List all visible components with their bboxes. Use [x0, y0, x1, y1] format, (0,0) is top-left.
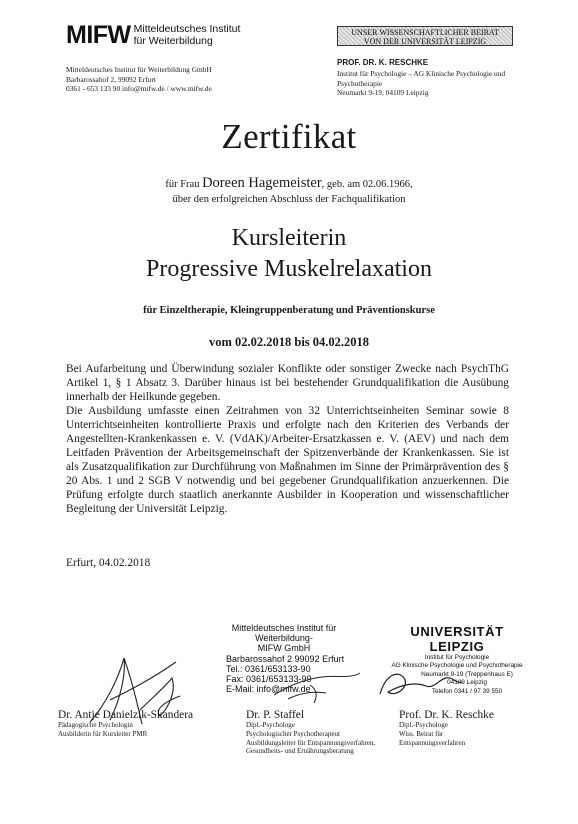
qualification-scope: für Einzeltherapie, Kleingruppenberatung und Präventionskurse [143, 305, 435, 316]
stamp-phone-line: Tel.: 0361/653133-90 [226, 663, 311, 674]
university-stamp-line: Neumarkt 9-19 (Treppenhaus E) [421, 670, 513, 678]
advisory-board-stamp [337, 26, 513, 46]
place-and-date: Erfurt, 04.02.2018 [66, 557, 151, 569]
advisor-name-header: PROF. DR. K. RESCHKE [337, 58, 429, 67]
advisor-address-line: Psychotherapie [337, 78, 383, 88]
signatory-title: Entspannungsverfahren [399, 738, 466, 747]
qualification-title: Kursleiterin [231, 225, 347, 251]
signatory-name: Dr. Antje Danielzik-Skandera [58, 709, 194, 721]
signature-block-staffel [246, 709, 396, 756]
signatory-title: Dipl.-Psychologe [399, 721, 448, 729]
stamp-line-2: VON DER UNIVERSITÄT LEIPZIG [363, 37, 487, 46]
completion-line: über den erfolgreichen Abschluss der Fachqualifikation [172, 194, 406, 205]
recipient-birthdate: , geb. am 02.06.1966, [321, 179, 413, 190]
advisor-address [337, 69, 527, 98]
signature-staffel [270, 655, 365, 710]
signatory-title: Gesundheits- und Ernährungsberatung [246, 747, 354, 756]
signatory-title: Pädagogische Psychologin [58, 721, 133, 729]
university-stamp-line: Telefon 0341 / 97 39 550 [431, 687, 503, 695]
body-paragraph-1: Bei Aufarbeitung und Überwindung sozialer Konflikte oder sonstiger Zwecke nach PsychThG Artikel 1, § 1 Absatz 3. Darüber hinaus ist bei bestehender Grundqualifikation die Ausübung innerhalb der Heilkunde gegeben. [66, 363, 509, 403]
university-stamp-line: AG Klinische Psychologie und Psychotherapie [391, 662, 523, 670]
university-stamp-line: 04109 Leipzig [447, 679, 487, 687]
logo-mark: MIFW [66, 21, 131, 49]
course-period: vom 02.02.2018 bis 04.02.2018 [208, 335, 370, 349]
recipient-line [0, 175, 578, 192]
signatory-title: Ausbildungsleiter für Entspannungsverfahren, [246, 738, 376, 747]
recipient-name: Doreen Hagemeister [202, 175, 322, 191]
recipient-prefix: für Frau [165, 179, 203, 190]
address-line: Barbarossahof 2, 99092 Erfurt [66, 74, 156, 84]
institute-address [66, 65, 212, 94]
stamp-email-line: E-Mail: info@mifw.de [226, 684, 311, 695]
signatory-name: Dr. P. Staffel [246, 709, 305, 721]
certificate-body [66, 362, 509, 516]
address-line: Mitteldeutsches Institut für Weiterbildung GmbH [66, 65, 212, 74]
signatory-title: Psychologischer Psychotherapeut [246, 729, 340, 738]
signature-block-reschke [399, 709, 539, 747]
mifw-logo [66, 22, 240, 48]
signatory-title: Ausbilderin für Kursleiter PMR [58, 729, 148, 738]
stamp-company-line: Mitteldeutsches Institut für Weiterbildung- [231, 623, 337, 644]
signatory-name: Prof. Dr. K. Reschke [399, 709, 494, 721]
stamp-address-line: Barbarossahof 2 99092 Erfurt [226, 653, 345, 664]
logo-line-2: für Weiterbildung [133, 35, 213, 47]
advisor-address-line: Institut für Psychologie – AG Klinische Psychologie und [337, 69, 506, 78]
logo-text [134, 23, 241, 47]
signatory-title: Wiss. Beirat für [399, 729, 444, 738]
university-name: UNIVERSITÄT LEIPZIG [410, 624, 504, 654]
advisor-address-line: Neumarkt 9-19, 04109 Leipzig [337, 88, 429, 98]
address-line: 0361 - 653 133 90 info@mifw.de / www.mifw.de [66, 84, 212, 94]
signatory-title: Dipl.-Psychologe [246, 721, 295, 729]
signature-reschke [376, 664, 466, 704]
logo-line-1: Mitteldeutsches Institut [133, 23, 241, 35]
body-paragraph-2: Die Ausbildung umfasste einen Zeitrahmen von 32 Unterrichtseinheiten Seminar sowie 8 Unterrichtseinheiten kontrollierte Praxis und erfolgte nach den Kriterien des Verbands der Angestellten-Krankenkassen e. V. (VdAK)/Arbeiter-Ersatzkassen e. V. (AEV) und nach dem Leitfaden Prävention der Arbeitsgemeinschaft der Spitzenverbände der Krankenkassen. Sie ist als Zusatzqualifikation zur Durchführung von Maßnahmen im Sinne der Primärprävention des § 20 Abs. 1 und 2 SGB V notwendig und bei gegebener Grundqualifikation anzuerkennen. Die Prüfung erfolgte durch staatlich anerkannte Ausbilder in Kooperation und wissenschaftlicher Begleitung der Universität Leipzig. [66, 405, 509, 515]
stamp-company-line: MIFW GmbH [257, 643, 311, 654]
qualification-subject: Progressive Muskelrelaxation [146, 256, 432, 282]
university-stamp-line: Institut für Psychologie [424, 654, 490, 661]
stamp-line-1: UNSER WISSENSCHAFTLICHER BEIRAT [351, 28, 499, 37]
stamp-fax-line: Fax: 0361/653133-99 [226, 674, 312, 685]
certificate-title: Zertifikat [221, 117, 357, 156]
signature-block-danielzik-skandera [58, 709, 238, 739]
